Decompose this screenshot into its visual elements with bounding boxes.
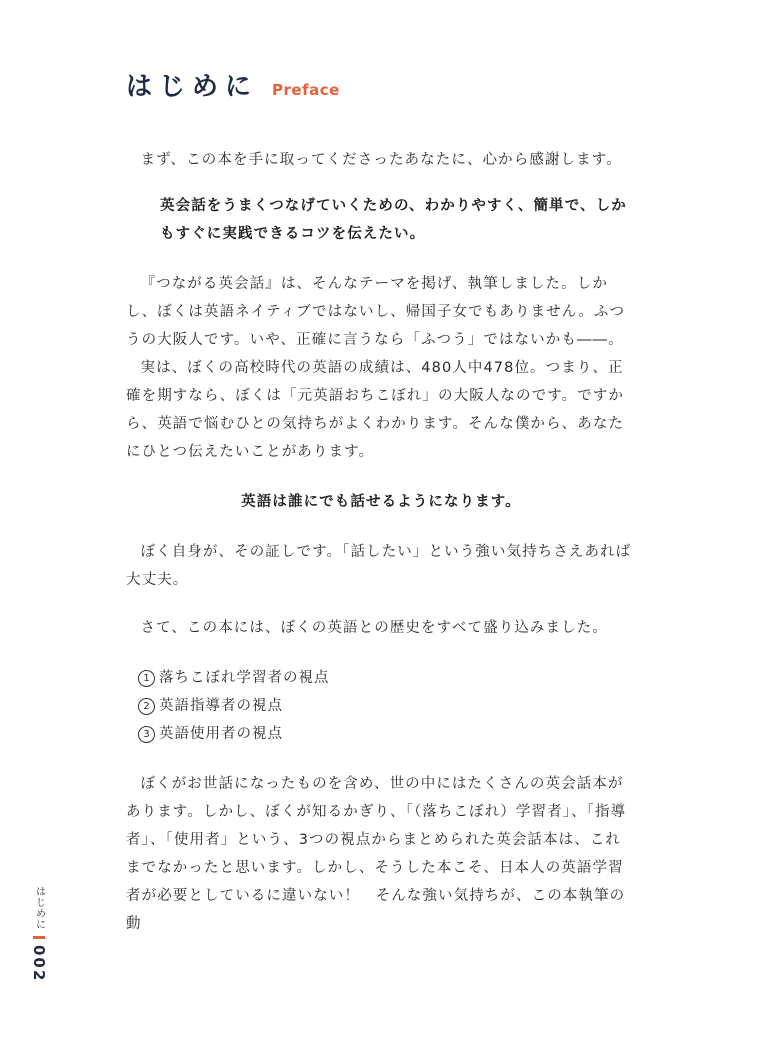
paragraph-2: 『つながる英会話』は、そんなテーマを掲げ、執筆しました。しかし、ぼくは英語ネイティブではないし、帰国子女でもありません。ふつうの大阪人です。いや、正確に言うなら「ふつう」ではないかも――。 xyxy=(126,276,626,348)
emphasis-block: 英会話をうまくつなげていくための、わかりやすく、簡単で、しかもすぐに実践できるコツを伝えたい。 xyxy=(160,198,627,242)
circled-number: 3 xyxy=(138,726,155,743)
list-item-text: 英語指導者の視点 xyxy=(159,698,283,714)
section-label: はじめに xyxy=(33,886,45,930)
paragraph-6: ぼくがお世話になったものを含め、世の中にはたくさんの英会話本があります。しかし、ぼくが知るかぎり、「（落ちこぼれ）学習者」、「指導者」、「使用者」という、3つの視点からまとめられた英会話本は、これまでなかったと思います。しかし、そうした本こそ、日本人の英語学習者が必要としているに違いない！ そんな強い気持ちが、この本執筆の動 xyxy=(126,776,627,932)
list-item xyxy=(138,664,636,692)
list-item xyxy=(138,720,636,748)
list-item-text: 英語使用者の視点 xyxy=(159,726,283,742)
page-footer xyxy=(30,886,48,982)
list-item-text: 落ちこぼれ学習者の視点 xyxy=(159,670,330,686)
paragraph-4: ぼく自身が、その証しです。「話したい」という強い気持ちさえあれば大丈夫。 xyxy=(126,544,632,588)
body-text xyxy=(126,146,636,938)
accent-bar xyxy=(33,936,45,939)
paragraph-3: 実は、ぼくの高校時代の英語の成績は、480人中478位。つまり、正確を期すなら、ぼくは「元英語おちこぼれ」の大阪人なのです。ですから、英語で悩むひとの気持ちがよくわかります。そんな僕から、あなたにひとつ伝えたいことがあります。 xyxy=(126,360,625,460)
list-item xyxy=(138,692,636,720)
page-number: 002 xyxy=(30,945,48,983)
paragraph-5: さて、この本には、ぼくの英語との歴史をすべて盛り込みました。 xyxy=(140,620,608,636)
page-subtitle: Preface xyxy=(272,81,340,99)
page-header xyxy=(126,66,340,103)
key-message: 英語は誰にでも話せるようになります。 xyxy=(241,494,521,510)
circled-number: 2 xyxy=(138,698,155,715)
paragraph-1: まず、この本を手に取ってくださったあなたに、心から感謝します。 xyxy=(140,152,622,168)
page-title: はじめに xyxy=(126,72,259,102)
perspective-list xyxy=(126,664,636,748)
circled-number: 1 xyxy=(138,670,155,687)
